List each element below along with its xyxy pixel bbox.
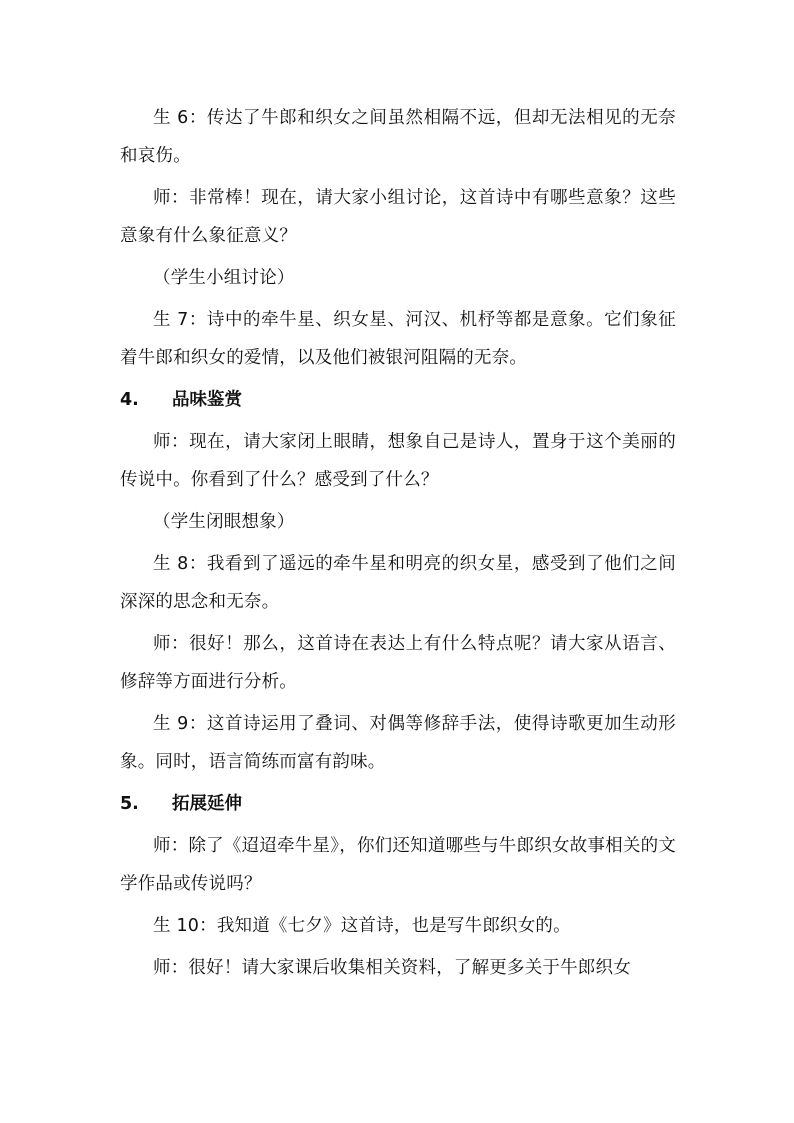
paragraph: 生 6：传达了牛郎和织女之间虽然相隔不远，但却无法相见的无奈和哀伤。 — [120, 108, 676, 166]
paragraph: （学生小组讨论） — [153, 268, 295, 288]
section-title: 品味鉴赏 — [172, 390, 242, 410]
paragraph: 生 9：这首诗运用了叠词、对偶等修辞手法，使得诗歌更加生动形象。同时，语言简练而富有韵味。 — [120, 714, 676, 772]
section-heading — [120, 381, 676, 419]
paragraph: 师：很好！请大家课后收集相关资料，了解更多关于牛郎织女 — [153, 958, 631, 978]
paragraph: 生 8：我看到了遥远的牵牛星和明亮的织女星，感受到了他们之间深深的思念和无奈。 — [120, 554, 676, 612]
paragraph: 生 7：诗中的牵牛星、织女星、河汉、机杼等都是意象。它们象征着牛郎和织女的爱情，以及他们被银河阻隔的无奈。 — [120, 310, 676, 368]
document-body — [120, 99, 676, 991]
section-number: 4. — [120, 390, 139, 410]
section-number: 5. — [120, 794, 139, 814]
paragraph: 师：非常棒！现在，请大家小组讨论，这首诗中有哪些意象？这些意象有什么象征意义？ — [120, 188, 676, 246]
section-heading — [120, 785, 676, 823]
section-title: 拓展延伸 — [172, 794, 242, 814]
paragraph: 师：很好！那么，这首诗在表达上有什么特点呢？请大家从语言、修辞等方面进行分析。 — [120, 634, 676, 692]
paragraph: （学生闭眼想象） — [153, 512, 295, 532]
paragraph: 师：现在，请大家闭上眼睛，想象自己是诗人，置身于这个美丽的传说中。你看到了什么？感受到了什么？ — [120, 432, 676, 490]
paragraph: 生 10：我知道《七夕》这首诗，也是写牛郎织女的。 — [153, 916, 571, 936]
paragraph: 师：除了《迢迢牵牛星》，你们还知道哪些与牛郎织女故事相关的文学作品或传说吗？ — [120, 836, 676, 894]
